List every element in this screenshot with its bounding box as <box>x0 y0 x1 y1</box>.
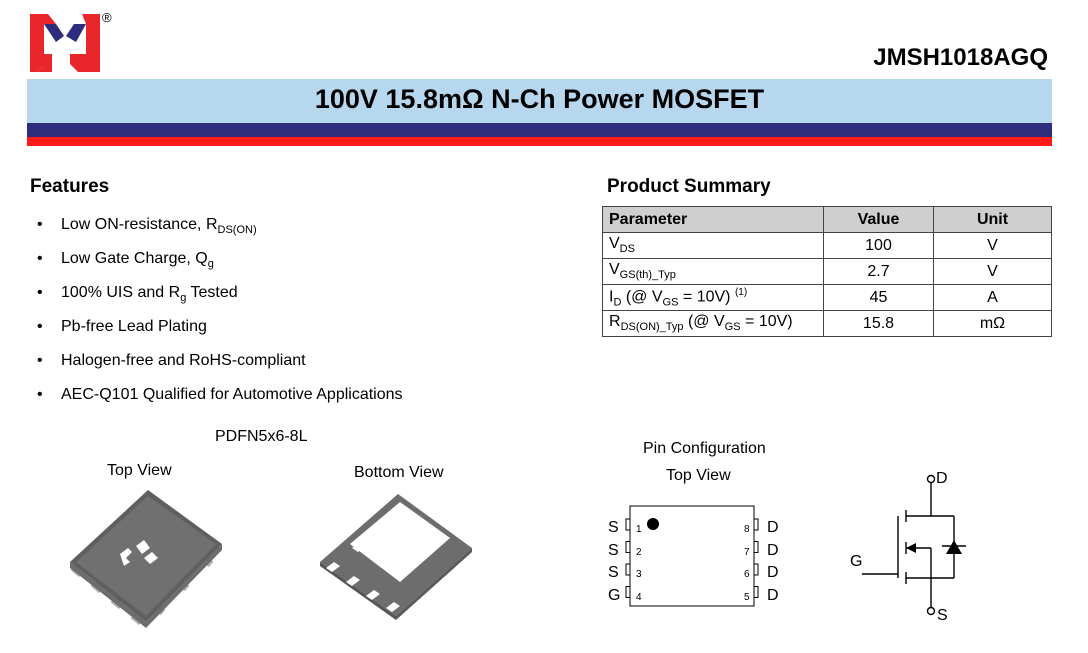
column-header: Parameter <box>603 207 824 233</box>
right-pin-letters <box>767 517 779 607</box>
value-cell: 45 <box>824 285 934 311</box>
drain-label: D <box>936 470 948 487</box>
gate-label: G <box>850 553 863 570</box>
pin-letter: D <box>767 541 779 559</box>
bullet-icon: • <box>37 284 43 301</box>
column-header: Unit <box>934 207 1052 233</box>
value-cell: 15.8 <box>824 311 934 337</box>
pin-number: 5 <box>744 591 750 603</box>
table-row <box>603 311 1052 337</box>
pin-lead <box>754 519 758 530</box>
pin-lead <box>754 564 758 575</box>
table-row <box>603 285 1052 311</box>
unit-cell: V <box>934 233 1052 259</box>
pin-letter: S <box>608 541 619 559</box>
param-cell: $I_D$ (@ $V_{GS} = 10V$) $^{(1)}$ <box>603 285 824 311</box>
param-cell: $V_{DS}$ <box>603 233 824 259</box>
pin-letter: D <box>767 564 779 581</box>
pin-letter: S <box>608 564 619 581</box>
pin-letter: D <box>767 519 779 536</box>
bottom-view-label: Bottom View <box>354 464 444 481</box>
company-logo <box>30 14 100 72</box>
package-top-view-image <box>62 484 232 630</box>
pin-lead <box>754 587 758 598</box>
list-item <box>37 250 403 284</box>
unit-cell: V <box>934 259 1052 285</box>
value-cell: 100 <box>824 233 934 259</box>
divider-blue <box>27 123 1052 137</box>
pin-lead <box>626 587 630 598</box>
list-item <box>37 318 403 352</box>
pin-number: 2 <box>636 546 642 558</box>
top-view-label: Top View <box>107 462 172 479</box>
package-name: PDFN5x6-8L <box>215 428 308 445</box>
page-title: 100V 15.8mΩ N-Ch Power MOSFET <box>314 84 765 114</box>
pin-config-diagram <box>622 502 762 610</box>
package-bottom-view-image <box>316 488 476 620</box>
param-cell: $V_{GS(th)\_Typ}$ <box>603 259 824 285</box>
table-row <box>603 233 1052 259</box>
features-list <box>37 216 403 420</box>
pin-config-subheading: Top View <box>666 467 731 484</box>
summary-table <box>602 206 1052 337</box>
features-heading: Features <box>30 176 110 197</box>
unit-cell: mΩ <box>934 311 1052 337</box>
table-header-row <box>603 207 1052 233</box>
list-item <box>37 352 403 386</box>
registered-mark: ® <box>102 10 112 25</box>
summary-heading: Product Summary <box>607 176 771 197</box>
pin-number: 7 <box>744 546 750 558</box>
feature-text: 100% UIS and $R_g$ Tested <box>61 284 238 305</box>
bullet-icon: • <box>37 386 43 403</box>
left-pin-letters <box>608 517 620 607</box>
list-item <box>37 216 403 250</box>
pin-number: 1 <box>636 524 642 535</box>
part-number: JMSH1018AGQ <box>873 44 1048 71</box>
param-cell: $R_{DS(ON)\_Typ}$ (@ $V_{GS} = 10V$) <box>603 311 824 337</box>
source-label: S <box>937 607 948 624</box>
pin-lead <box>754 542 758 553</box>
value-cell: 2.7 <box>824 259 934 285</box>
pin-number: 3 <box>636 569 642 580</box>
pin-config-heading: Pin Configuration <box>643 440 766 457</box>
left-pin-numbers <box>636 519 642 609</box>
bullet-icon: • <box>37 352 43 369</box>
pin-letter: G <box>608 586 621 604</box>
pin-letter: S <box>608 519 619 536</box>
feature-text: Low ON-resistance, $R_{DS(ON)}$ <box>61 216 257 237</box>
feature-text: Pb-free Lead Plating <box>61 318 207 335</box>
mosfet-schematic <box>846 470 976 620</box>
list-item <box>37 386 403 420</box>
pin-number: 6 <box>744 569 750 580</box>
bullet-icon: • <box>37 250 43 267</box>
feature-text: Halogen-free and RoHS-compliant <box>61 352 306 369</box>
feature-text: AEC-Q101 Qualified for Automotive Applications <box>61 386 403 403</box>
feature-text: Low Gate Charge, $Q_g$ <box>61 250 214 271</box>
divider-red <box>27 137 1052 146</box>
column-header: Value <box>824 207 934 233</box>
pin-letter: D <box>767 586 779 604</box>
unit-cell: A <box>934 285 1052 311</box>
pin1-dot <box>647 518 659 530</box>
list-item <box>37 284 403 318</box>
pin-lead <box>626 542 630 553</box>
pin-number: 4 <box>636 591 642 603</box>
table-row <box>603 259 1052 285</box>
bullet-icon: • <box>37 216 43 233</box>
pin-lead <box>626 564 630 575</box>
pin-lead <box>626 519 630 530</box>
pin-number: 8 <box>744 524 750 535</box>
right-pin-numbers <box>744 519 750 609</box>
bullet-icon: • <box>37 318 43 335</box>
